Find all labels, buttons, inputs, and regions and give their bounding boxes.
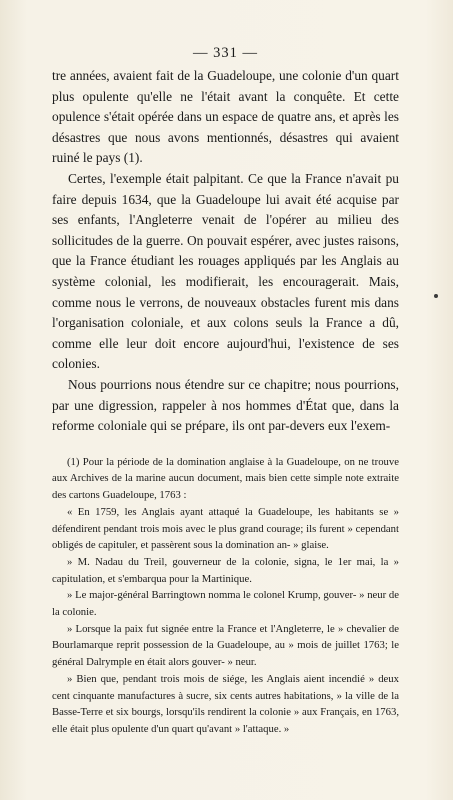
footnote-quote: « En 1759, les Anglais ayant attaqué la Guadeloupe, les habitants se » défendirent pendant trois mois avec le plus grand courage; ils furent » cependant obligés de capituler, et passèrent sous la domination an- » glaise. xyxy=(52,505,399,552)
ink-speck xyxy=(434,294,438,298)
paragraph-continuation: tre années, avaient fait de la Guadeloupe, une colonie d'un quart plus opulente qu'elle ne l'était avant la conquête. Et cette opulence s'était opérée dans un espace de quatre ans, et après les désastres que nous avons mentionnés, désastres qui avaient ruiné le pays (1). xyxy=(52,68,399,166)
footnote-quote: » Le major-général Barringtown nomma le colonel Krump, gouver- » neur de la colonie. xyxy=(52,589,399,619)
paragraph: Nous pourrions nous étendre sur ce chapitre; nous pourrions, par une digression, rappeler à nos hommes d'État que, dans la reforme coloniale qui se prépare, ils ont par-devers eux l'exem- xyxy=(52,376,399,434)
footnote-quote: » Lorsque la paix fut signée entre la France et l'Angleterre, le » chevalier de Bourlamarque reprit possession de la Guadeloupe, au » mois de juillet 1763; le général Dalrymple en était alors gouver- » neur. xyxy=(52,622,399,669)
footnote-block xyxy=(52,454,399,738)
footnote-quote: » Bien que, pendant trois mois de siége, les Anglais aient incendié » deux cent cinquante manufactures à sucre, six cents autres habitations, » la ville de la Basse-Terre et six bourgs, lorsqu'ils rendirent la colonie » aux Français, en 1763, elle était plus opulente d'un quart qu'avant » l'attaque. » xyxy=(52,672,399,735)
paragraph: Certes, l'exemple était palpitant. Ce que la France n'avait pu faire depuis 1634, que la Guadeloupe lui avait été acquise par ses enfants, l'Angleterre venait de l'opérer au milieu des sollicitudes de la guerre. On pouvait espérer, avec justes raisons, que la France étudiant les rouages appliqués par les Anglais au système colonial, les modifierait, les encouragerait. Mais, comme nous le verrons, de nouveaux obstacles furent mis dans l'organisation coloniale, et aux colons seuls la France a dû, comme elle leur doit encore aujourd'hui, l'existence de ses colonies. xyxy=(52,170,399,372)
main-text xyxy=(52,66,399,437)
page-number: — 331 — xyxy=(193,45,258,61)
footnote-intro: (1) Pour la période de la domination anglaise à la Guadeloupe, on ne trouve aux Archives de la marine aucun document, mais bien cette simple note extraite des cartons Guadeloupe, 1763 : xyxy=(52,455,399,502)
footnote-quote: » M. Nadau du Treil, gouverneur de la colonie, signa, le 1er mai, la » capitulation, et s'embarqua pour la Martinique. xyxy=(52,555,399,585)
